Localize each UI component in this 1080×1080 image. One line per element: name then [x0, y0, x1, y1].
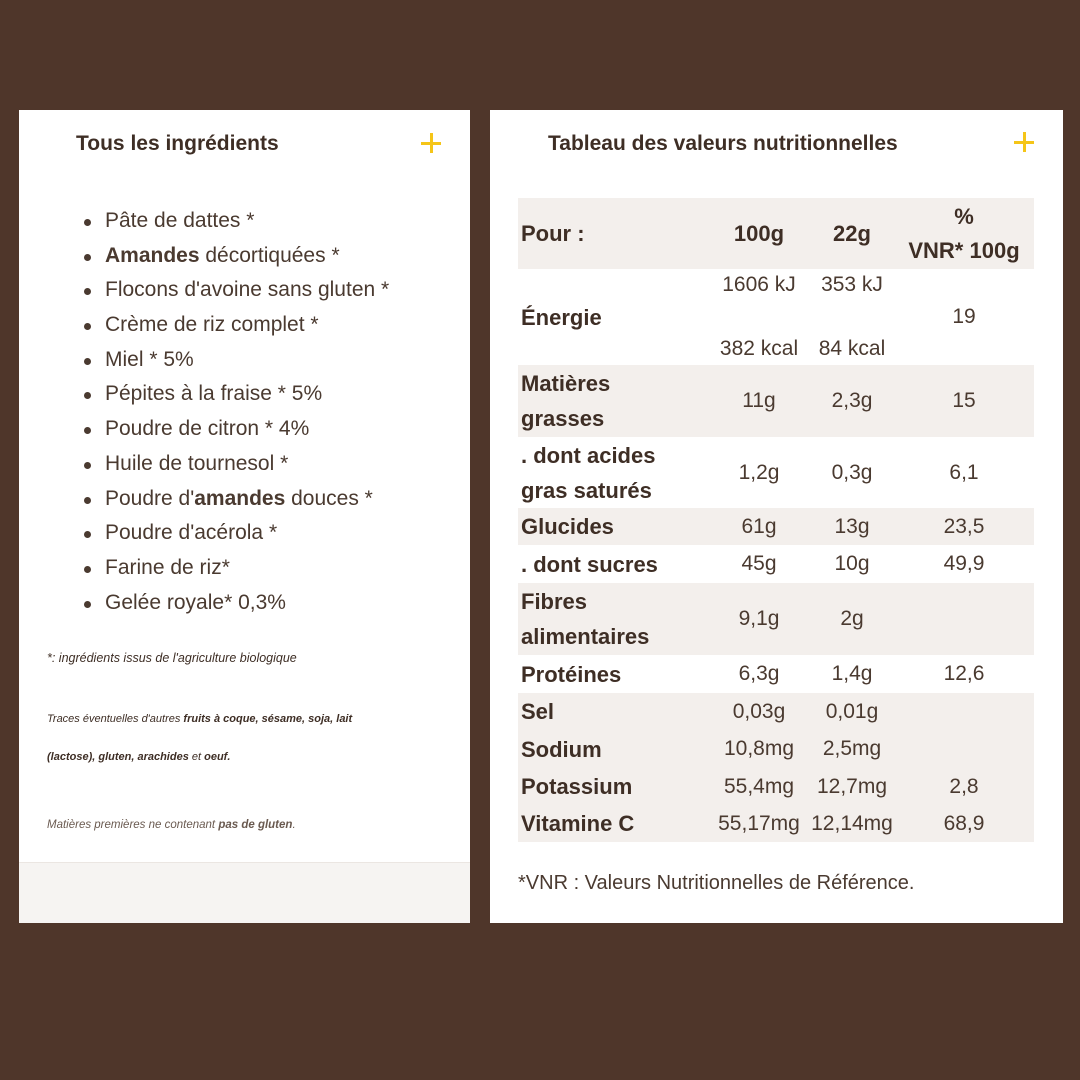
value-22g: 0,01g [810, 693, 894, 730]
nutrition-row [518, 437, 1034, 508]
ingredients-list [81, 204, 389, 620]
ingredient-item: Poudre d'amandes douces * [81, 482, 389, 517]
expand-ingredients-plus-icon[interactable] [421, 133, 441, 153]
nutrient-label: Glucides [518, 508, 708, 545]
nutrition-row [518, 545, 1034, 583]
ingredient-item: Farine de riz* [81, 551, 389, 586]
ingredients-panel [19, 110, 470, 923]
value-100g: 55,17mg [708, 805, 810, 842]
ingredient-item: Poudre d'acérola * [81, 516, 389, 551]
value-vnr: 6,1 [949, 460, 979, 484]
value-100g: 9,1g [708, 583, 810, 655]
ingredient-item: Amandes décortiquées * [81, 239, 389, 274]
value-vnr [894, 583, 1034, 655]
energy-kcal-22g: 84 kcal [818, 337, 886, 360]
energy-kcal-100g: 382 kcal [719, 337, 799, 360]
nutrient-label: Vitamine C [518, 805, 708, 842]
nutrition-row [518, 768, 1034, 805]
value-100g: 45g [741, 552, 777, 575]
value-22g: 13g [810, 508, 894, 545]
value-100g: 11g [708, 365, 810, 437]
nutrient-label: Sel [518, 693, 708, 730]
value-vnr: 12,6 [943, 662, 985, 685]
value-vnr [894, 730, 1034, 768]
nutrition-row [518, 583, 1034, 655]
ingredient-item: Crème de riz complet * [81, 308, 389, 343]
organic-note: *: ingrédients issus de l'agriculture biologique [47, 651, 297, 665]
traces-note-line-2: (lactose), gluten, arachides et oeuf. [47, 751, 231, 763]
header-22g: 22g [810, 198, 894, 269]
nutrition-row [518, 805, 1034, 842]
nutrition-table [518, 198, 1034, 842]
value-100g: 1,2g [738, 460, 780, 484]
nutrient-label: . dont acides gras saturés [521, 442, 656, 503]
nutrition-panel [490, 110, 1063, 923]
value-vnr: 15 [894, 365, 1034, 437]
value-22g: 12,7mg [810, 768, 894, 805]
nutrition-title: Tableau des valeurs nutritionnelles [548, 132, 898, 155]
expand-nutrition-plus-icon[interactable] [1014, 132, 1034, 152]
value-100g: 10,8mg [708, 730, 810, 768]
nutrient-label: Fibres alimentaires [518, 583, 708, 655]
nutrition-row [518, 693, 1034, 730]
header-label: Pour : [518, 198, 708, 269]
value-vnr: 23,5 [894, 508, 1034, 545]
value-22g: 2,5mg [810, 730, 894, 768]
nutrition-row [518, 730, 1034, 768]
ingredient-item: Poudre de citron * 4% [81, 412, 389, 447]
energy-row [518, 269, 1034, 365]
value-22g: 0,3g [831, 460, 873, 484]
energy-label: Énergie [521, 304, 602, 330]
value-100g: 6,3g [738, 662, 780, 685]
gluten-note: Matières premières ne contenant pas de gluten. [47, 819, 296, 831]
value-vnr: 2,8 [894, 768, 1034, 805]
nutrient-label: Sodium [518, 730, 708, 768]
ingredient-item: Huile de tournesol * [81, 447, 389, 482]
nutrition-row [518, 365, 1034, 437]
nutrient-label: Matières grasses [518, 365, 708, 437]
vnr-footnote: *VNR : Valeurs Nutritionnelles de Référence. [518, 872, 915, 894]
table-header-row [518, 198, 1034, 269]
traces-note-line-1: Traces éventuelles d'autres fruits à coque, sésame, soja, lait [47, 713, 353, 725]
nutrition-row [518, 508, 1034, 545]
value-22g: 1,4g [831, 662, 873, 685]
value-100g: 0,03g [708, 693, 810, 730]
value-22g: 2,3g [810, 365, 894, 437]
energy-kj-22g: 353 kJ [821, 273, 883, 296]
nutrition-row [518, 655, 1034, 693]
ingredients-title: Tous les ingrédients [76, 132, 279, 155]
ingredient-item: Gelée royale* 0,3% [81, 586, 389, 621]
value-vnr: 49,9 [943, 552, 985, 575]
value-vnr [894, 693, 1034, 730]
ingredient-item: Miel * 5% [81, 343, 389, 378]
value-22g: 12,14mg [810, 805, 894, 842]
ingredient-item: Pâte de dattes * [81, 204, 389, 239]
value-100g: 55,4mg [708, 768, 810, 805]
header-100g: 100g [708, 198, 810, 269]
ingredient-item: Pépites à la fraise * 5% [81, 377, 389, 412]
header-vnr: % VNR* 100g [894, 198, 1034, 269]
value-22g: 2g [810, 583, 894, 655]
value-22g: 10g [834, 552, 870, 575]
panel-footer [19, 862, 470, 923]
nutrient-label: . dont sucres [521, 551, 658, 577]
value-100g: 61g [708, 508, 810, 545]
nutrient-label: Potassium [518, 768, 708, 805]
value-vnr: 68,9 [894, 805, 1034, 842]
nutrient-label: Protéines [521, 661, 622, 687]
energy-kj-100g: 1606 kJ [722, 273, 796, 296]
ingredient-item: Flocons d'avoine sans gluten * [81, 273, 389, 308]
energy-vnr: 19 [952, 305, 976, 328]
